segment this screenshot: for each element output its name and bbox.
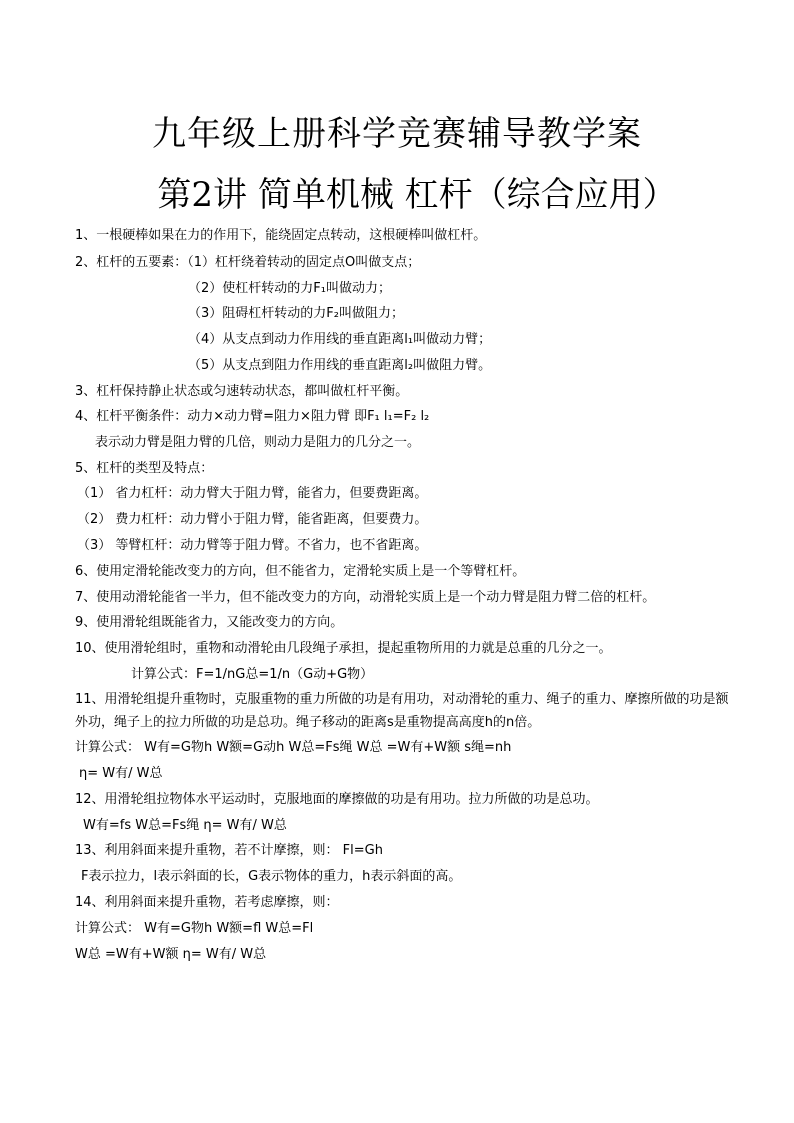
text-line: 计算公式： W有=G物h W额=fl W总=Fl (75, 921, 314, 936)
text-line: 10、使用滑轮组时，重物和动滑轮由几段绳子承担，提起重物所用的力就是总重的几分之一。 (75, 641, 612, 656)
text-line: 14、利用斜面来提升重物，若考虑摩擦，则： (75, 895, 339, 910)
text-line: （4）从支点到动力作用线的垂直距离l₁叫做动力臂； (188, 332, 492, 347)
text-line: 7、使用动滑轮能省一半力，但不能改变力的方向，动滑轮实质上是一个动力臂是阻力臂二倍的杠杆。 (75, 590, 656, 605)
text-line: （3）阻碍杠杆转动的力F₂叫做阻力； (188, 306, 404, 321)
text-line: 4、杠杆平衡条件：动力×动力臂=阻力×阻力臂 即F₁ l₁=F₂ l₂ (75, 409, 430, 424)
text-line: 计算公式： W有=G物h W额=G动h W总=Fs绳 W总 =W有+W额 s绳=nh (75, 740, 512, 755)
text-line: η= W有/ W总 (79, 766, 163, 781)
text-line: （3） 等臂杠杆：动力臂等于阻力臂。不省力，也不省距离。 (77, 538, 428, 553)
text-line: 计算公式：F=1/nG总=1/n（G动+G物） (131, 667, 374, 682)
text-line: 5、杠杆的类型及特点： (75, 461, 214, 476)
text-line: 6、使用定滑轮能改变力的方向，但不能省力，定滑轮实质上是一个等臂杠杆。 (75, 564, 526, 579)
text-line: （1） 省力杠杆：动力臂大于阻力臂，能省力，但要费距离。 (77, 486, 428, 501)
text-line: 12、用滑轮组拉物体水平运动时，克服地面的摩擦做的功是有用功。拉力所做的功是总功。 (75, 792, 599, 807)
text-line: 9、使用滑轮组既能省力，又能改变力的方向。 (75, 615, 344, 630)
text-line: 表示动力臂是阻力臂的几倍，则动力是阻力的几分之一。 (95, 435, 421, 450)
text-line: 1、一根硬棒如果在力的作用下，能绕固定点转动，这根硬棒叫做杠杆。 (75, 228, 487, 243)
page-title: 九年级上册科学竞赛辅导教学案 (152, 114, 642, 154)
text-line: （2）使杠杆转动的力F₁叫做动力； (188, 281, 391, 296)
text-paragraph: 11、用滑轮组提升重物时，克服重物的重力所做的功是有用功，对动滑轮的重力、绳子的重力、摩擦所做的功是额外功，绳子上的拉力所做的功是总功。绳子移动的距离s是重物提高高度h的n倍。 (75, 692, 729, 730)
text-line: W有=fs W总=Fs绳 η= W有/ W总 (83, 818, 287, 833)
text-line: （2） 费力杠杆：动力臂小于阻力臂，能省距离，但要费力。 (77, 512, 428, 527)
text-line: W总 =W有+W额 η= W有/ W总 (75, 947, 267, 962)
text-line: 3、杠杆保持静止状态或匀速转动状态，都叫做杠杆平衡。 (75, 384, 409, 399)
text-line: （5）从支点到阻力作用线的垂直距离l₂叫做阻力臂。 (188, 358, 492, 373)
text-line: F表示拉力，l表示斜面的长，G表示物体的重力，h表示斜面的高。 (81, 869, 462, 884)
text-line: 13、利用斜面来提升重物，若不计摩擦，则： Fl=Gh (75, 843, 383, 858)
text-line: 2、杠杆的五要素：（1）杠杆绕着转动的固定点O叫做支点； (75, 255, 421, 270)
page-subtitle: 第2讲 简单机械 杠杆（综合应用） (157, 175, 677, 215)
